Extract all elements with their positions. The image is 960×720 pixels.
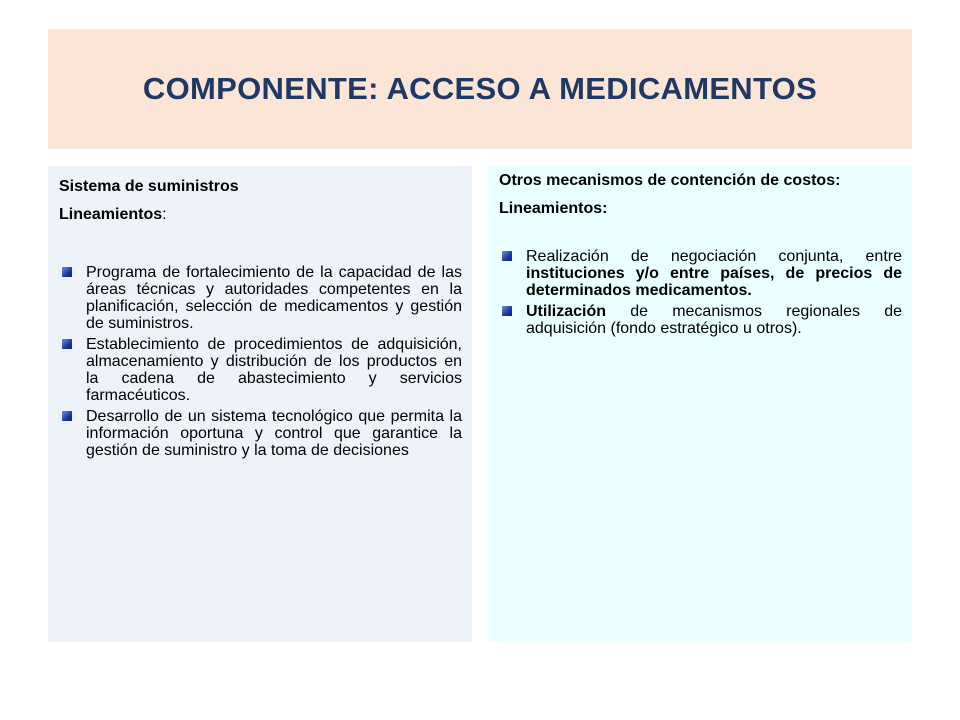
- left-subheading: [59, 206, 462, 224]
- right-panel: [488, 166, 912, 642]
- list-item-text: Programa de fortalecimiento de la capacidad de las áreas técnicas y autoridades competentes en la planificación, selección de medicamentos y gestión de suministros.: [86, 264, 462, 332]
- left-subheading-label: Lineamientos: [59, 206, 163, 223]
- slide-title: COMPONENTE: ACCESO A MEDICAMENTOS: [142, 71, 818, 106]
- title-banner: [48, 29, 912, 149]
- list-item: [59, 264, 462, 332]
- left-panel: [48, 166, 472, 642]
- list-item-text: Realización de negociación conjunta, entre: [526, 248, 902, 265]
- square-bullet-icon: [62, 411, 72, 421]
- right-heading: Otros mecanismos de contención de costos:: [499, 172, 841, 189]
- list-item: [59, 408, 462, 459]
- right-bullet-list: [499, 248, 902, 337]
- list-item: [499, 303, 902, 337]
- list-item-text: Establecimiento de procedimientos de adquisición, almacenamiento y distribución de los productos en la cadena de abastecimiento y servicios farmacéuticos.: [86, 336, 462, 404]
- square-bullet-icon: [502, 251, 512, 261]
- list-item-text: Desarrollo de un sistema tecnológico que permita la información oportuna y control que garantice la gestión de suministro y la toma de decisiones: [86, 408, 462, 459]
- list-item: [499, 248, 902, 299]
- list-item-text-bold: instituciones y/o entre países, de precios de determinados medicamentos.: [526, 265, 902, 299]
- left-subheading-colon: :: [162, 206, 167, 223]
- list-item-text-bold: Utilización: [526, 303, 607, 320]
- left-heading: Sistema de suministros: [59, 178, 239, 195]
- list-item-text: de mecanismos regionales de adquisición (fondo estratégico u otros).: [526, 303, 902, 337]
- left-bullet-list: [59, 264, 462, 459]
- list-item: [59, 336, 462, 404]
- square-bullet-icon: [502, 306, 512, 316]
- square-bullet-icon: [62, 339, 72, 349]
- square-bullet-icon: [62, 267, 72, 277]
- right-subheading: Lineamientos:: [499, 200, 608, 217]
